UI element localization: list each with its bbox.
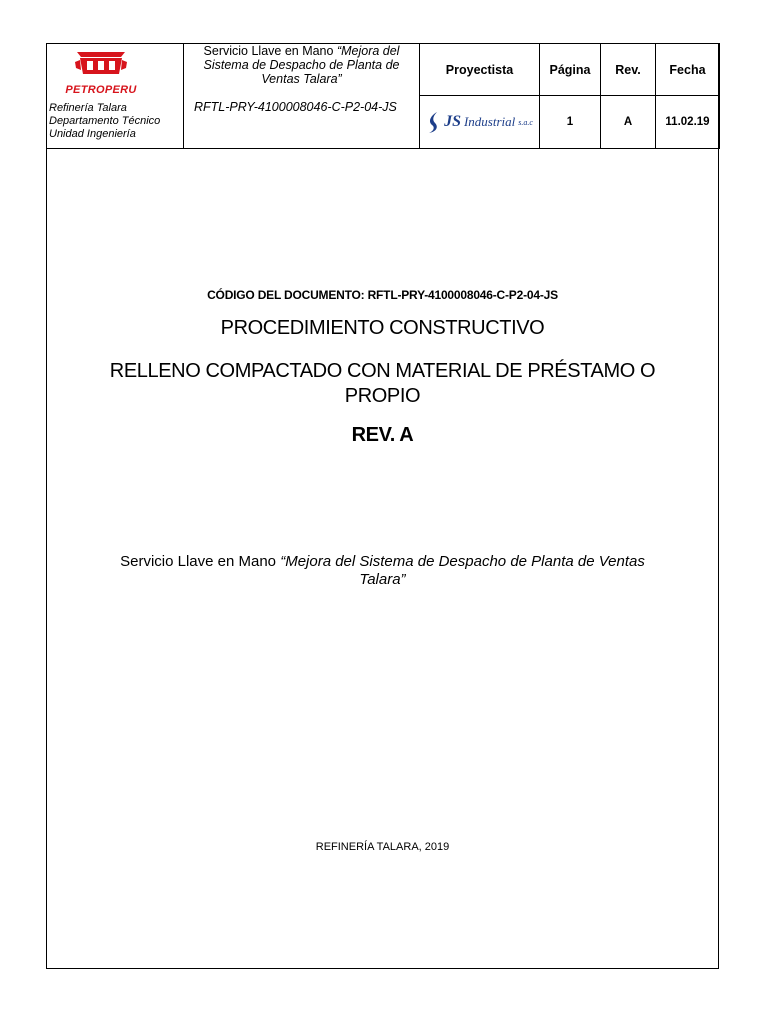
js-industrial-logo — [420, 96, 539, 148]
header-proyectista: Proyectista — [420, 44, 540, 96]
place-date: REFINERÍA TALARA, 2019 — [315, 841, 450, 853]
value-fecha: 11.02.19 — [656, 96, 720, 149]
service-title-italic: “Mejora del Sistema de Despacho de Planta de Ventas Talara” — [203, 44, 400, 86]
value-pagina: 1 — [540, 96, 601, 149]
proyectista-logo-cell — [420, 96, 540, 149]
org-line-unit: Unidad Ingeniería — [49, 128, 136, 140]
document-header-table — [46, 43, 720, 149]
org-line-refinery: Refinería Talara — [49, 102, 127, 114]
petroperu-emblem-icon — [71, 48, 131, 78]
title-revision: REV. A — [351, 424, 414, 446]
org-line-department: Departamento Técnico — [49, 115, 161, 127]
header-pagina: Página — [540, 44, 601, 96]
js-logo-name: JS — [444, 113, 461, 130]
service-title — [188, 44, 415, 86]
service-description-plain: Servicio Llave en Mano — [120, 553, 281, 570]
header-rev: Rev. — [601, 44, 656, 96]
service-cell — [184, 44, 420, 149]
service-description — [46, 553, 719, 589]
value-rev: A — [601, 96, 656, 149]
service-description-italic: “Mejora del Sistema de Despacho de Planta de Ventas Talara” — [280, 553, 645, 588]
service-title-plain: Servicio Llave en Mano — [203, 44, 337, 58]
petroperu-logo — [51, 48, 151, 100]
page-frame — [46, 43, 719, 969]
js-logo-sub: Industrial — [463, 114, 516, 129]
header-fecha: Fecha — [656, 44, 720, 96]
js-logo-suffix: s.a.c — [518, 117, 533, 127]
js-swoosh-icon — [426, 110, 442, 134]
organization-lines — [49, 102, 160, 141]
header-document-code: RFTL-PRY-4100008046-C-P2-04-JS — [194, 100, 397, 114]
title-subject: RELLENO COMPACTADO CON MATERIAL DE PRÉSTAMO O PROPIO — [109, 360, 656, 407]
logo-wordmark: PETROPERU — [65, 84, 137, 96]
title-procedure: PROCEDIMIENTO CONSTRUCTIVO — [220, 317, 545, 339]
document-code-line: CÓDIGO DEL DOCUMENTO: RFTL-PRY-4100008046-C-P2-04-JS — [207, 288, 558, 302]
logo-cell — [47, 44, 184, 149]
